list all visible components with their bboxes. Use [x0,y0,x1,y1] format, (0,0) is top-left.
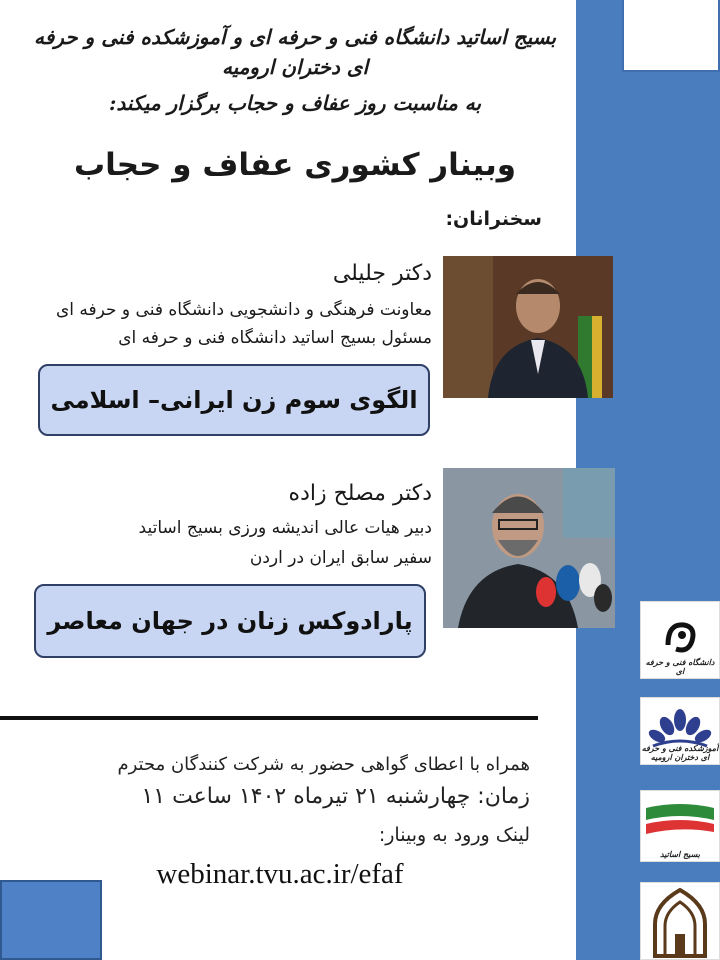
speaker1-topic: الگوی سوم زن ایرانی– اسلامی [38,364,430,436]
basij-professors-logo: بسیج اساتید [640,790,720,862]
webinar-link[interactable]: webinar.tvu.ac.ir/efaf [156,858,404,890]
speaker2-name: دکتر مصلح زاده [288,481,432,506]
speaker2-topic: پارادوکس زنان در جهان معاصر [34,584,426,658]
speaker2-role-primary: دبیر هیات عالی اندیشه ورزی بسیج اساتید [138,518,432,538]
link-label: لینک ورود به وبینار: [378,824,530,846]
mosque-emblem-icon [645,884,715,958]
section-divider [0,716,538,720]
tvu-logo: دانشگاه فنی و حرفه ای [640,601,720,679]
urmia-college-logo: آموزشکده فنی و حرفه ای دختران ارومیه [640,697,720,765]
speaker2-role-secondary: سفیر سابق ایران در اردن [249,548,432,568]
bottom-corner-box [0,880,102,960]
basij-flag-icon [642,798,718,854]
speaker1-role-secondary: مسئول بسیج اساتید دانشگاه فنی و حرفه ای [118,328,432,348]
speakers-label: سخنرانان: [445,208,542,230]
event-time: زمان: چهارشنبه ۲۱ تیرماه ۱۴۰۲ ساعت ۱۱ [141,784,530,809]
mosque-logo [640,882,720,960]
speaker1-photo [443,256,613,398]
speaker2-photo [443,468,615,628]
occasion-line: به مناسبت روز عفاف و حجاب برگزار میکند: [108,91,482,115]
speaker1-role-primary: معاونت فرهنگی و دانشجویی دانشگاه فنی و حرفه ای [55,300,432,320]
top-corner-box [622,0,720,72]
speaker1-name: دکتر جلیلی [332,261,432,286]
page-title: وبینار کشوری عفاف و حجاب [73,147,517,183]
certificate-note: همراه با اعطای گواهی حضور به شرکت کنندگان محترم [117,754,530,775]
organizer-line: بسیج اساتید دانشگاه فنی و حرفه ای و آموزشکده فنی و حرفه ای دختران ارومیه [33,25,557,79]
